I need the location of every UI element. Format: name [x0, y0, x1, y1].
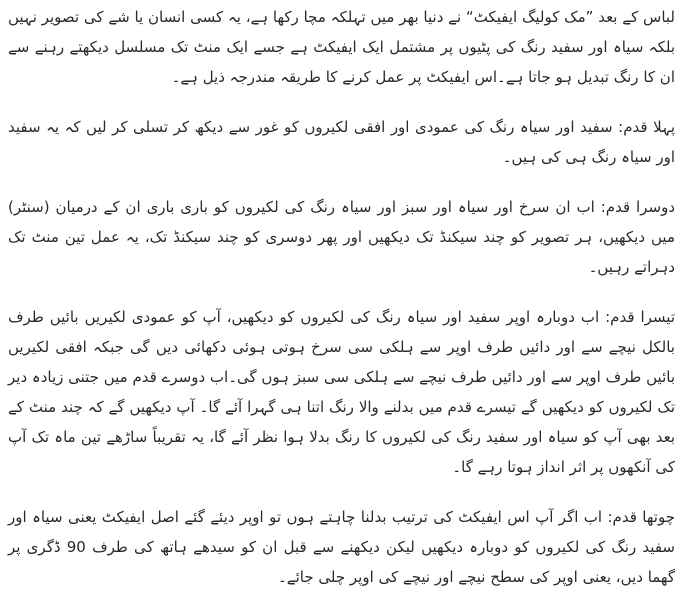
step-one-paragraph: پہلا قدم: سفید اور سیاہ رنگ کی عمودی اور افقی لکیروں کو غور سے دیکھ کر تسلی کر لیں کہ یہ سفید اور سیاہ رنگ ہی کی ہیں۔: [8, 118, 675, 166]
step-four-paragraph: چوتھا قدم: اب اگر آپ اس ایفیکٹ کی ترتیب بدلنا چاہتے ہوں تو اوپر دیئے گئے اصل ایفیکٹ یعنی سیاہ اور سفید رنگ کی لکیروں کو دوبارہ دیکھیں لیکن دیکھنے سے قبل ان کو سیدھے ہاتھ کی طرف 90 ڈگری پر گھما دیں، یعنی اوپر کی سطح نیچے اور نیچے کی اوپر چلی جائے۔: [8, 508, 675, 586]
step-two-paragraph: دوسرا قدم: اب ان سرخ اور سیاہ اور سبز اور سیاہ رنگ کی لکیروں کو باری باری ان کے درمیان (سنٹر) میں دیکھیں، ہر تصویر کو چند سیکنڈ تک دیکھیں اور پھر دوسری کو چند سیکنڈ تک، یہ عمل تین منٹ تک دہراتے رہیں۔: [8, 198, 675, 276]
step-three-paragraph: تیسرا قدم: اب دوبارہ اوپر سفید اور سیاہ رنگ کی لکیروں کو دیکھیں، آپ کو عمودی لکیریں بائیں طرف بالکل نیچے سے اور دائیں طرف اوپر سے ہلکی سی سرخ ہوتی ہوئی دکھائی دیں گی جبکہ افقی لکیریں بائیں طرف اوپر سے اور دائیں طرف نیچے سے ہلکی سی سبز ہوں گی۔اب دوسرے قدم میں جتنی زیادہ دیر تک لکیروں کو دیکھیں گے تیسرے قدم میں بدلنے والا رنگ اتنا ہی گہرا آئے گا۔ آپ دیکھیں گے کہ چند منٹ کے بعد بھی آپ کو سیاہ اور سفید رنگ کی لکیروں کا رنگ بدلا ہوا نظر آئے گا، یہ تقریباً ساڑھے تین ماہ تک آپ کی آنکھوں پر اثر انداز ہوتا رہے گا۔: [8, 308, 675, 476]
intro-paragraph: لباس کے بعد ”مک کولیگ ایفیکٹ“ نے دنیا بھر میں تہلکہ مچا رکھا ہے، یہ کسی انسان یا شے کی تصویر نہیں بلکہ سیاہ اور سفید رنگ کی پٹیوں پر مشتمل ایک ایفیکٹ ہے جسے ایک منٹ تک مسلسل دیکھتے رہنے سے ان کا رنگ تبدیل ہو جاتا ہے۔اس ایفیکٹ پر عمل کرنے کا طریقہ مندرجہ ذیل ہے۔: [8, 8, 675, 86]
